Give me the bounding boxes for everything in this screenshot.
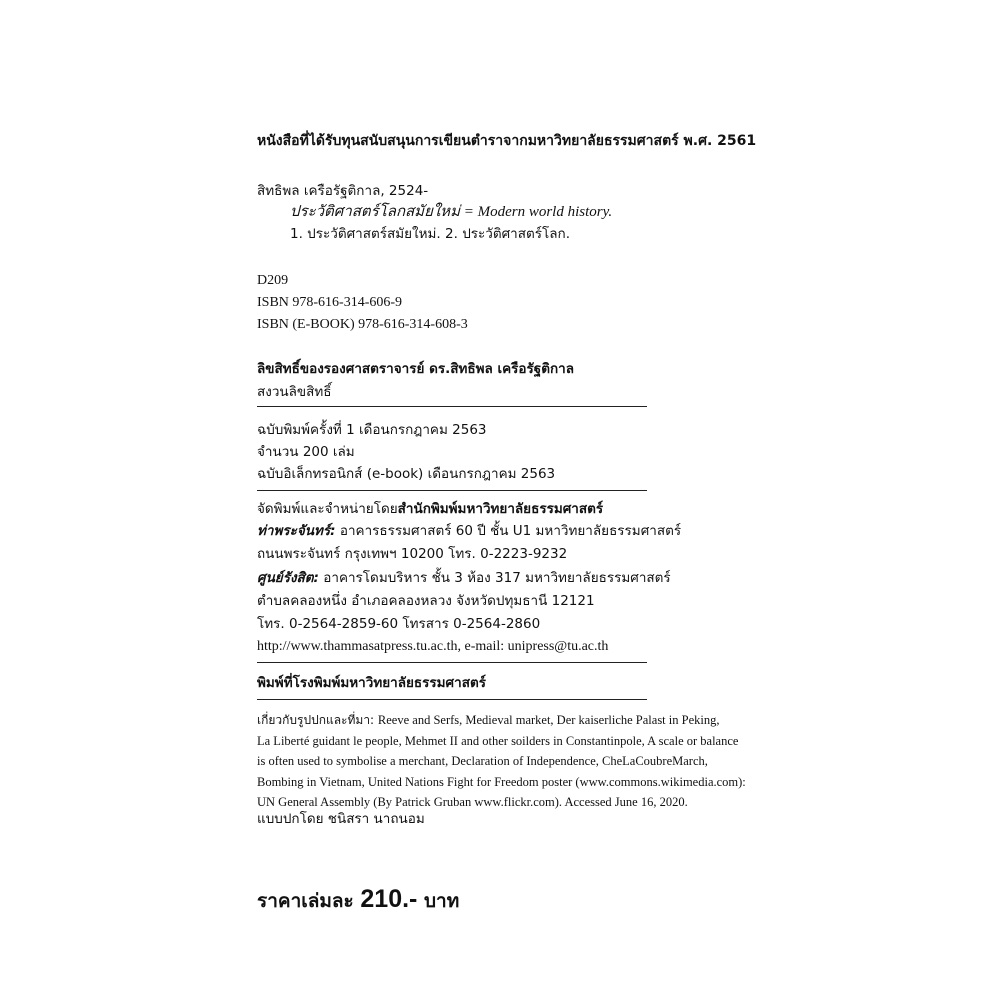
- print-copies: จำนวน 200 เล่ม: [257, 444, 355, 460]
- printer: พิมพ์ที่โรงพิมพ์มหาวิทยาลัยธรรมศาสตร์: [257, 675, 486, 691]
- copyright-reserved: สงวนลิขสิทธิ์: [257, 384, 332, 400]
- copyright-owner: ลิขสิทธิ์ของรองศาสตราจารย์ ดร.สิทธิพล เครือรัฐติกาล: [257, 361, 574, 377]
- cataloging-subjects: 1. ประวัติศาสตร์สมัยใหม่. 2. ประวัติศาสตร์โลก.: [290, 226, 571, 242]
- price-amount: 210.-: [360, 885, 418, 913]
- price: [257, 885, 459, 916]
- credits-line-1-text: Reeve and Serfs, Medieval market, Der kaiserliche Palast in Peking,: [377, 713, 720, 727]
- tha-phra-chan-label: ท่าพระจันทร์:: [257, 523, 336, 539]
- call-number: D209: [257, 273, 289, 288]
- isbn-ebook: ISBN (E-BOOK) 978-616-314-608-3: [257, 317, 468, 332]
- funding-note: หนังสือที่ได้รับทุนสนับสนุนการเขียนตำราจากมหาวิทยาลัยธรรมศาสตร์ พ.ศ. 2561: [257, 133, 757, 149]
- tha-phra-chan-line: [257, 522, 681, 540]
- first-print: ฉบับพิมพ์ครั้งที่ 1 เดือนกรกฎาคม 2563: [257, 422, 487, 438]
- credits-line-4: Bombing in Vietnam, United Nations Fight for Freedom poster (www.commons.wikimedia.com):: [257, 774, 746, 789]
- rangsit-address2: ตำบลคลองหนึ่ง อำเภอคลองหลวง จังหวัดปทุมธานี 12121: [257, 593, 595, 609]
- price-currency: บาท: [417, 890, 460, 912]
- credits-line-5: UN General Assembly (By Patrick Gruban www.flickr.com). Accessed June 16, 2020.: [257, 795, 688, 809]
- divider: [257, 490, 647, 491]
- credits-line-1: [257, 710, 747, 731]
- rangsit-address: อาคารโดมบริหาร ชั้น 3 ห้อง 317 มหาวิทยาลัยธรรมศาสตร์: [318, 570, 671, 586]
- price-label: ราคาเล่มละ: [257, 890, 361, 912]
- divider: [257, 699, 647, 700]
- cover-credits: [257, 710, 747, 813]
- publisher-line: [257, 500, 603, 518]
- divider: [257, 406, 647, 407]
- cataloging-author: สิทธิพล เครือรัฐติกาล, 2524-: [257, 183, 429, 199]
- phone-fax: โทร. 0-2564-2859-60 โทรสาร 0-2564-2860: [257, 616, 541, 632]
- rangsit-line: [257, 569, 671, 587]
- credits-prefix: เกี่ยวกับรูปปกและที่มา:: [257, 713, 378, 727]
- tha-phra-chan-address: อาคารธรรมศาสตร์ 60 ปี ชั้น U1 มหาวิทยาลัยธรรมศาสตร์: [335, 523, 682, 539]
- rangsit-label: ศูนย์รังสิต:: [257, 570, 319, 586]
- credits-line-2: La Liberté guidant le people, Mehmet II and other soilders in Constantinpole, A scale or balance: [257, 733, 739, 748]
- cover-design-credit: แบบปกโดย ชนิสรา นาถนอม: [257, 811, 425, 827]
- credits-line-3: is often used to symbolise a merchant, Declaration of Independence, CheLaCoubreMarch,: [257, 754, 708, 768]
- ebook-edition: ฉบับอิเล็กทรอนิกส์ (e-book) เดือนกรกฎาคม 2563: [257, 466, 556, 482]
- web-email: http://www.thammasatpress.tu.ac.th, e-mail: unipress@tu.ac.th: [257, 639, 609, 654]
- isbn: ISBN 978-616-314-606-9: [257, 295, 403, 310]
- divider: [257, 662, 647, 663]
- cataloging-title: ประวัติศาสตร์โลกสมัยใหม่ = Modern world history.: [290, 204, 613, 220]
- tha-phra-chan-address2: ถนนพระจันทร์ กรุงเทพฯ 10200 โทร. 0-2223-9232: [257, 546, 568, 562]
- publisher-intro: จัดพิมพ์และจำหน่ายโดย: [257, 501, 398, 517]
- publisher-name: สำนักพิมพ์มหาวิทยาลัยธรรมศาสตร์: [397, 501, 604, 517]
